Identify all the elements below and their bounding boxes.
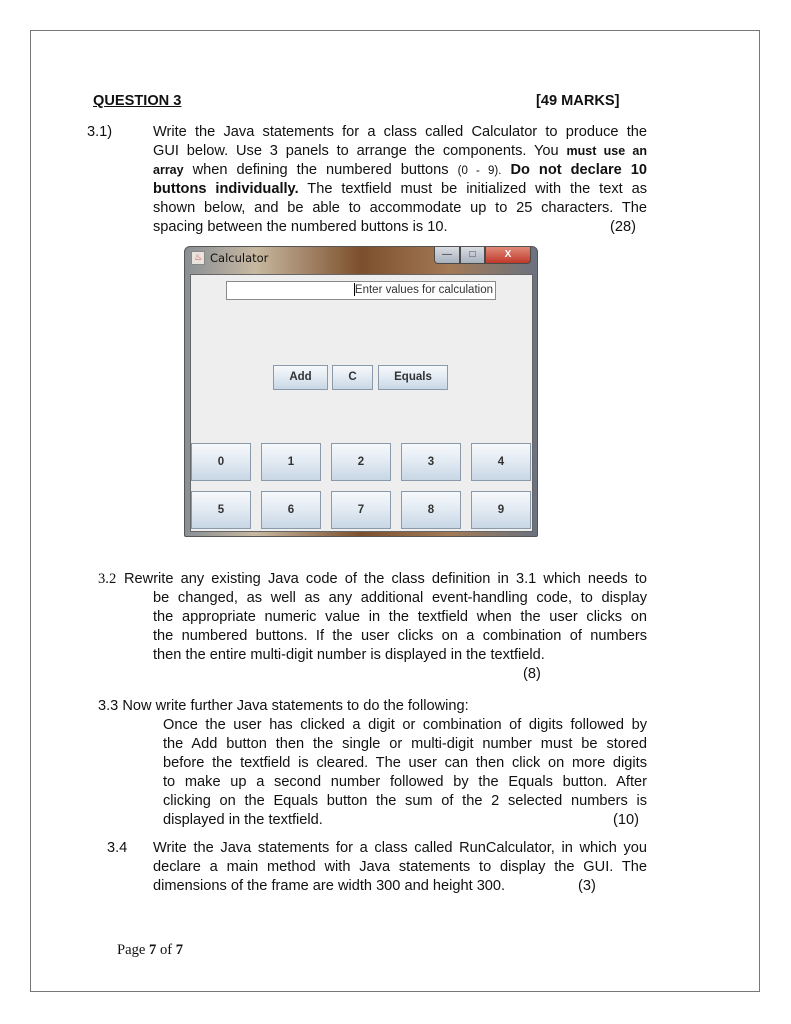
q31-text-segment: (0 - 9). <box>457 165 502 177</box>
q31-label: 3.1) <box>87 124 113 140</box>
minimize-button[interactable]: — <box>434 247 460 264</box>
page-of: of <box>156 942 176 958</box>
q31-text-segment: The textfield must be initialized with the text as <box>298 181 647 197</box>
q31-text-segment: when defining the numbered buttons <box>183 162 458 178</box>
q34-marks: (3) <box>578 878 596 894</box>
q34-last-line: dimensions of the frame are width 300 and height 300. <box>153 878 506 894</box>
add-button[interactable]: Add <box>273 365 328 390</box>
digit-button-3[interactable]: 3 <box>401 443 461 481</box>
page-prefix: Page <box>117 942 150 958</box>
calculator-window <box>184 246 538 537</box>
digit-button-2[interactable]: 2 <box>331 443 391 481</box>
question-title: QUESTION 3 <box>93 93 182 109</box>
q32-marks: (8) <box>523 666 541 682</box>
window-title: Calculator <box>210 251 269 265</box>
clear-button[interactable]: C <box>332 365 373 390</box>
digit-button-4[interactable]: 4 <box>471 443 531 481</box>
q31-line <box>153 142 647 161</box>
q31-text-segment: must use an <box>566 144 647 158</box>
q33-marks: (10) <box>613 812 639 828</box>
q31-text-segment: Do not declare 10 <box>501 162 647 178</box>
q32-line: be changed, as well as any additional event-handling code, to display <box>153 590 647 606</box>
java-icon: ♨ <box>191 251 205 265</box>
q34-line: Write the Java statements for a class called RunCalculator, in which you <box>153 840 647 856</box>
content-pane <box>190 274 533 532</box>
close-button[interactable]: X <box>485 247 531 264</box>
digit-button-1[interactable]: 1 <box>261 443 321 481</box>
digit-button-0[interactable]: 0 <box>191 443 251 481</box>
q32-first-line: Rewrite any existing Java code of the class definition in 3.1 which needs to <box>124 571 647 587</box>
q33-line: Once the user has clicked a digit or combination of digits followed by <box>163 717 647 733</box>
digit-button-8[interactable]: 8 <box>401 491 461 529</box>
maximize-button[interactable]: □ <box>460 247 485 264</box>
q31-marks: (28) <box>610 219 636 235</box>
q31-text-segment: buttons individually. <box>153 181 299 197</box>
q34-label: 3.4 <box>107 840 128 856</box>
q31-line <box>153 123 647 142</box>
digit-button-5[interactable]: 5 <box>191 491 251 529</box>
q34-line: declare a main method with Java statements to display the GUI. The <box>153 859 647 875</box>
equals-button[interactable]: Equals <box>378 365 448 390</box>
q32-line: the appropriate numeric value in the textfield when the user clicks on <box>153 609 647 625</box>
page-total: 7 <box>175 942 184 958</box>
digit-button-7[interactable]: 7 <box>331 491 391 529</box>
q32-label: 3.2 <box>98 571 117 587</box>
q31-text-segment: GUI below. Use 3 panels to arrange the components. You <box>153 143 567 159</box>
q33-line: before the textfield is cleared. The user can then click on more digits <box>163 755 647 771</box>
q31-text-segment: Write the Java statements for a class called Calculator to produce the <box>153 124 647 140</box>
calculation-textfield[interactable] <box>226 281 496 300</box>
question-marks: [49 MARKS] <box>536 93 620 109</box>
q31-line <box>153 199 647 218</box>
q33-intro: 3.3 Now write further Java statements to do the following: <box>98 698 469 714</box>
q31-line <box>153 180 647 199</box>
q31-text-segment: array <box>153 163 184 177</box>
q32-line: the numbered buttons. If the user clicks on a combination of numbers <box>153 628 647 644</box>
q33-line: the Add button then the single or multi-digit number must be stored <box>163 736 647 752</box>
q31-last-line: spacing between the numbered buttons is 10. <box>153 219 448 235</box>
page-number: 7 <box>149 942 157 958</box>
q33-line: clicking on the Equals button the sum of the 2 selected numbers is <box>163 793 647 809</box>
digit-button-9[interactable]: 9 <box>471 491 531 529</box>
title-bar <box>191 251 268 265</box>
q31-line <box>153 161 647 180</box>
page-footer <box>117 942 183 959</box>
textfield-value: Enter values for calculation <box>354 284 493 296</box>
q32-last-line: then the entire multi-digit number is displayed in the textfield. <box>153 647 545 663</box>
q33-line: to make up a second number followed by the Equals button. After <box>163 774 647 790</box>
digit-button-6[interactable]: 6 <box>261 491 321 529</box>
q31-text-segment: shown below, and be able to accommodate up to 25 characters. The <box>153 200 647 216</box>
q33-last-line: displayed in the textfield. <box>163 812 323 828</box>
